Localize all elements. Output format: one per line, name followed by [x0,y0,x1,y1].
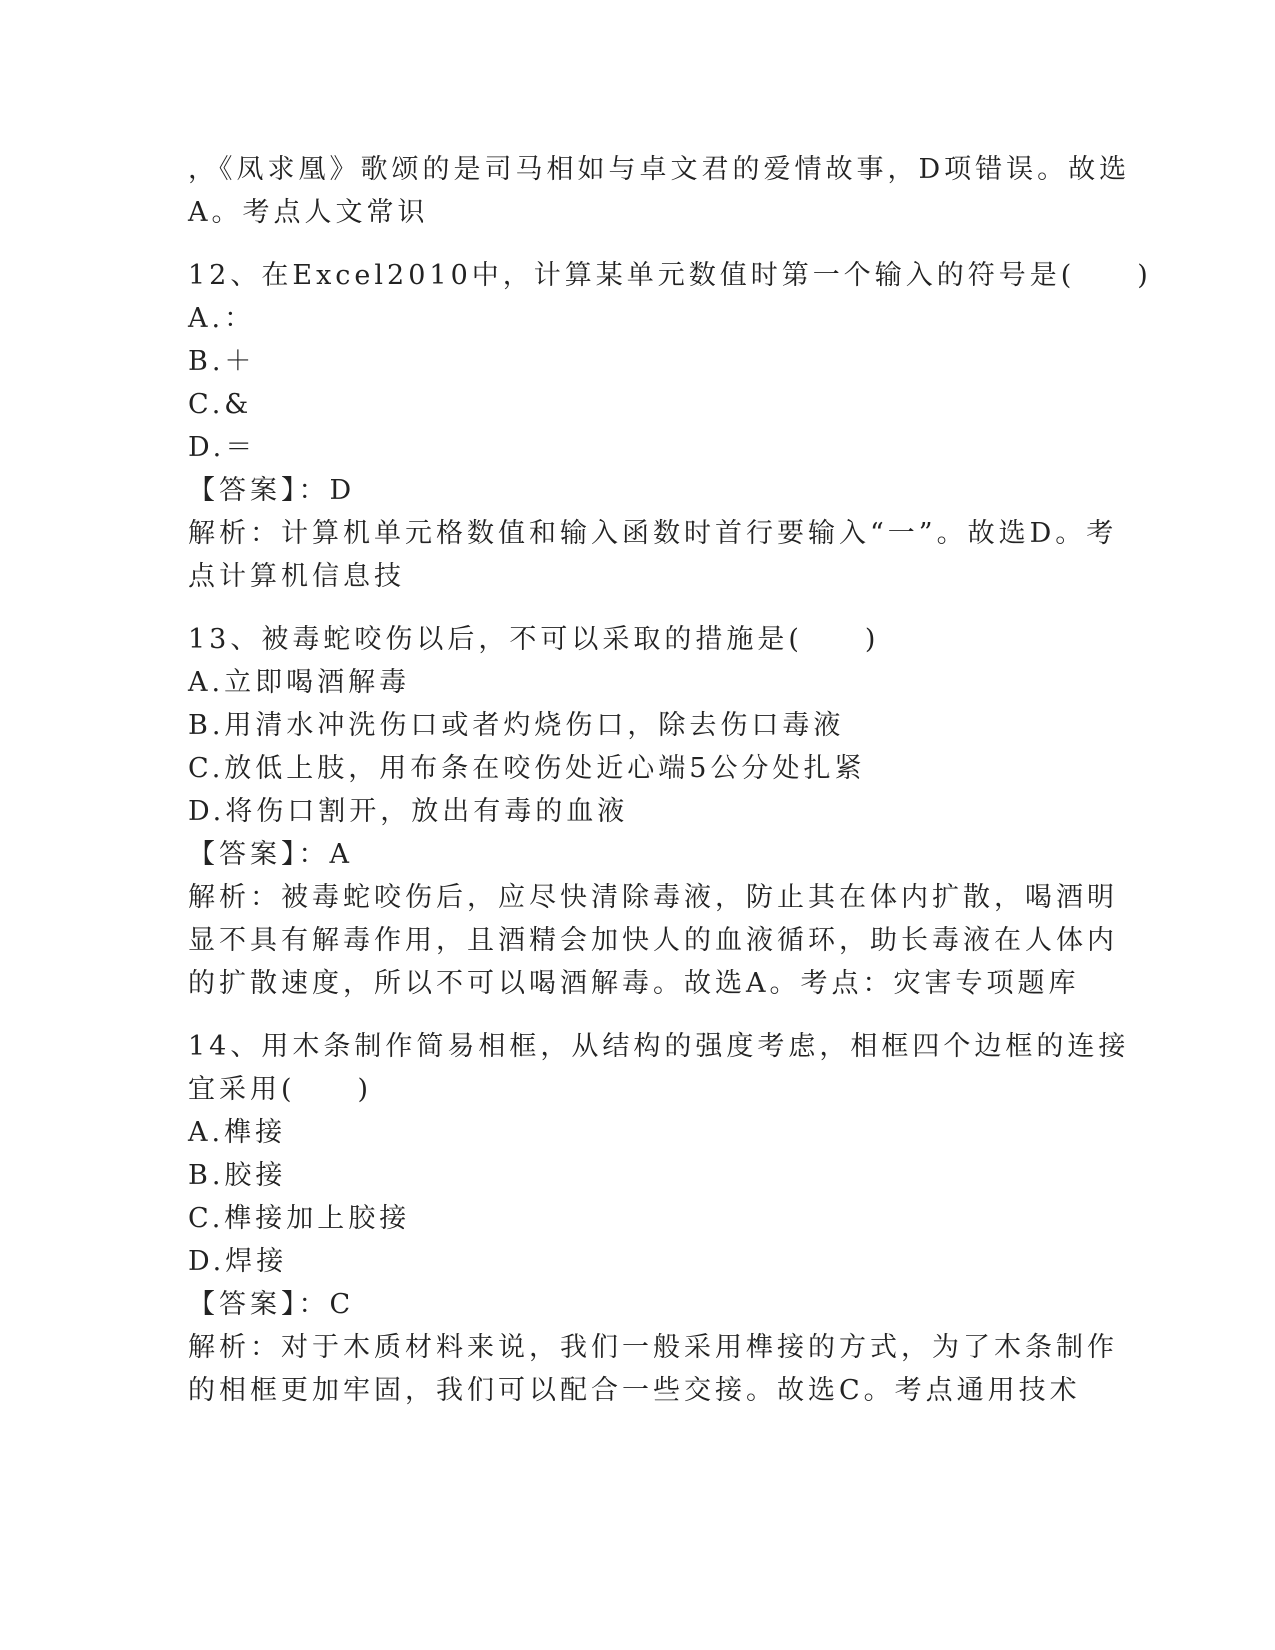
analysis-line: 解析：被毒蛇咬伤后，应尽快清除毒液，防止其在体内扩散，喝酒明 [188,882,1118,913]
question-13 [188,618,1118,1005]
question-14 [188,1025,1130,1412]
option-a: A.立即喝酒解毒 [188,667,411,698]
analysis-line: 的相框更加牢固，我们可以配合一些交接。故选C。考点通用技术 [188,1375,1081,1406]
option-b: B.用清水冲洗伤口或者灼烧伤口，除去伤口毒液 [188,710,845,741]
analysis-line: 点计算机信息技 [188,561,405,592]
option-d: D.焊接 [188,1246,288,1277]
option-c: C.榫接加上胶接 [188,1203,411,1234]
option-a: A.榫接 [188,1117,287,1148]
intro-block [188,148,1131,234]
option-c: C.放低上肢，用布条在咬伤处近心端5公分处扎紧 [188,753,866,784]
option-b: B.胶接 [188,1160,287,1191]
option-d: D.将伤口割开，放出有毒的血液 [188,796,629,827]
question-stem: 宜采用( ) [188,1074,373,1105]
intro-line: A。考点人文常识 [188,197,429,228]
question-stem: 13、被毒蛇咬伤以后，不可以采取的措施是( ) [188,624,880,655]
question-stem: 12、在Excel2010中，计算某单元数值时第一个输入的符号是( ) [188,260,1152,291]
option-c: C.& [188,389,253,420]
question-12 [188,254,1152,598]
answer: 【答案】：C [188,1289,355,1320]
analysis-line: 显不具有解毒作用，且酒精会加快人的血液循环，助长毒液在人体内 [188,925,1118,956]
question-stem: 14、用木条制作简易相框，从结构的强度考虑，相框四个边框的连接 [188,1031,1130,1062]
option-b: B.＋ [188,346,256,377]
intro-line: ，《凤求凰》歌颂的是司马相如与卓文君的爱情故事，D项错误。故选 [188,154,1131,185]
option-d: D.＝ [188,432,257,463]
document-page [188,148,1152,1412]
analysis-line: 解析：对于木质材料来说，我们一般采用榫接的方式，为了木条制作 [188,1332,1118,1363]
answer: 【答案】：A [188,839,353,870]
analysis-line: 解析：计算机单元格数值和输入函数时首行要输入“一”。故选D。考 [188,518,1118,549]
answer: 【答案】：D [188,475,356,506]
option-a: A.： [188,303,256,334]
analysis-line: 的扩散速度，所以不可以喝酒解毒。故选A。考点：灾害专项题库 [188,968,1080,999]
